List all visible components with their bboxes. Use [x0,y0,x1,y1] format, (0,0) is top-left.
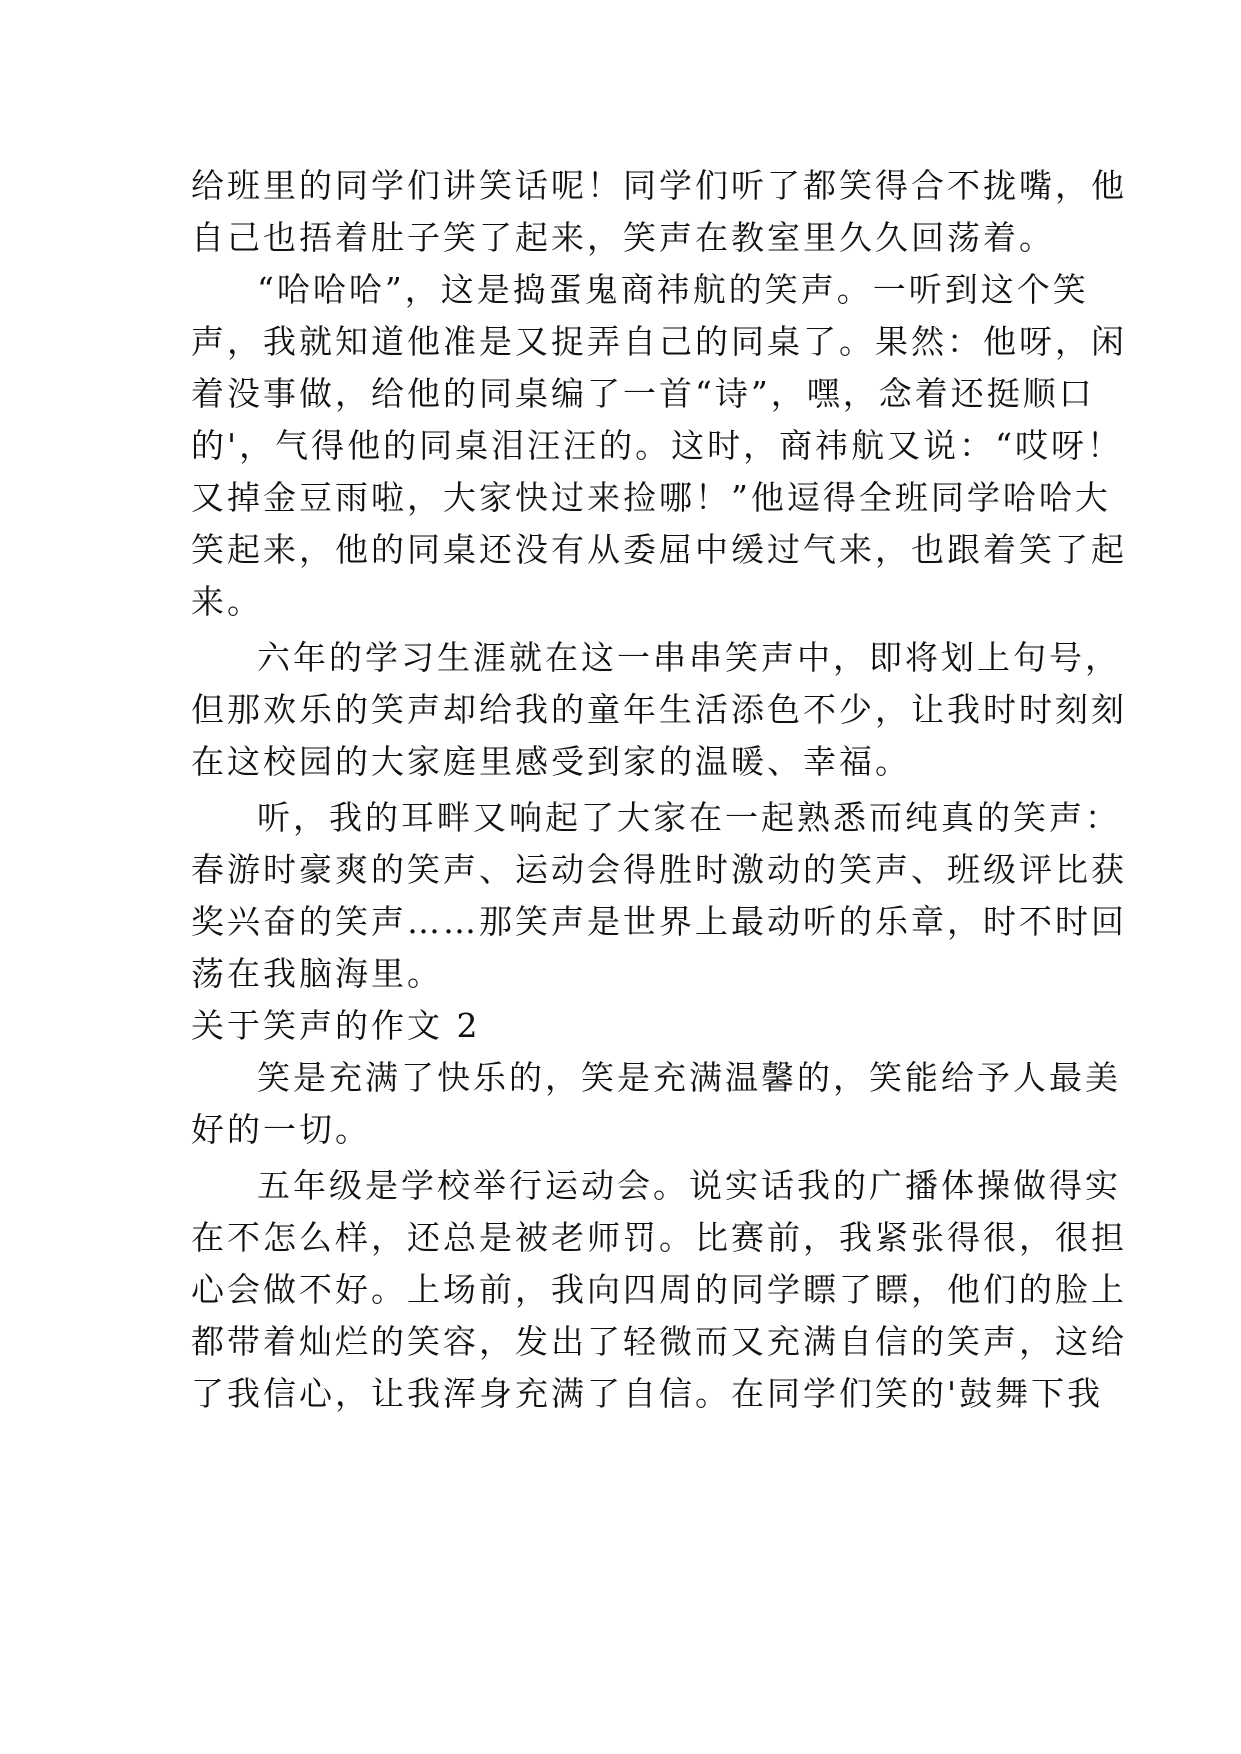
text-line: 都带着灿烂的笑容，发出了轻微而又充满自信的笑声，这给 [191,1322,1127,1361]
text-line: 荡在我脑海里。 [191,954,443,993]
text-line: 但那欢乐的笑声却给我的童年生活添色不少，让我时时刻刻 [191,690,1127,729]
text-line: 给班里的同学们讲笑话呢！同学们听了都笑得合不拢嘴，他 [191,166,1127,205]
text-line: 笑起来，他的同桌还没有从委屈中缓过气来，也跟着笑了起 [191,530,1127,569]
text-line: 奖兴奋的笑声……那笑声是世界上最动听的乐章，时不时回 [191,902,1127,941]
text-line: 又掉金豆雨啦，大家快过来捡哪！”他逗得全班同学哈哈大 [191,478,1111,517]
section-heading: 关于笑声的作文 2 [191,1006,481,1045]
text-line: 声，我就知道他准是又捉弄自己的同桌了。果然：他呀，闲 [191,322,1127,361]
text-line: 的'，气得他的同桌泪汪汪的。这时，商祎航又说：“哎呀！ [191,426,1123,465]
text-line: 笑是充满了快乐的，笑是充满温馨的，笑能给予人最美 [257,1058,1121,1097]
text-line: 自己也捂着肚子笑了起来，笑声在教室里久久回荡着。 [191,218,1055,257]
text-line: 了我信心，让我浑身充满了自信。在同学们笑的'鼓舞下我 [191,1374,1104,1413]
text-line: 着没事做，给他的同桌编了一首“诗”，嘿，念着还挺顺口 [191,374,1095,413]
text-line: 听，我的耳畔又响起了大家在一起熟悉而纯真的笑声： [257,798,1121,837]
text-line: 在不怎么样，还总是被老师罚。比赛前，我紧张得很，很担 [191,1218,1127,1257]
text-line: 好的一切。 [191,1110,371,1149]
text-line: 六年的学习生涯就在这一串串笑声中，即将划上句号， [257,638,1121,677]
text-line: 心会做不好。上场前，我向四周的同学瞟了瞟，他们的脸上 [191,1270,1127,1309]
text-line: 在这校园的大家庭里感受到家的温暖、幸福。 [191,742,911,781]
text-line: “哈哈哈”，这是捣蛋鬼商祎航的笑声。一听到这个笑 [257,270,1089,309]
text-line: 来。 [191,582,263,621]
text-line: 春游时豪爽的笑声、运动会得胜时激动的笑声、班级评比获 [191,850,1127,889]
text-line: 五年级是学校举行运动会。说实话我的广播体操做得实 [257,1166,1121,1205]
